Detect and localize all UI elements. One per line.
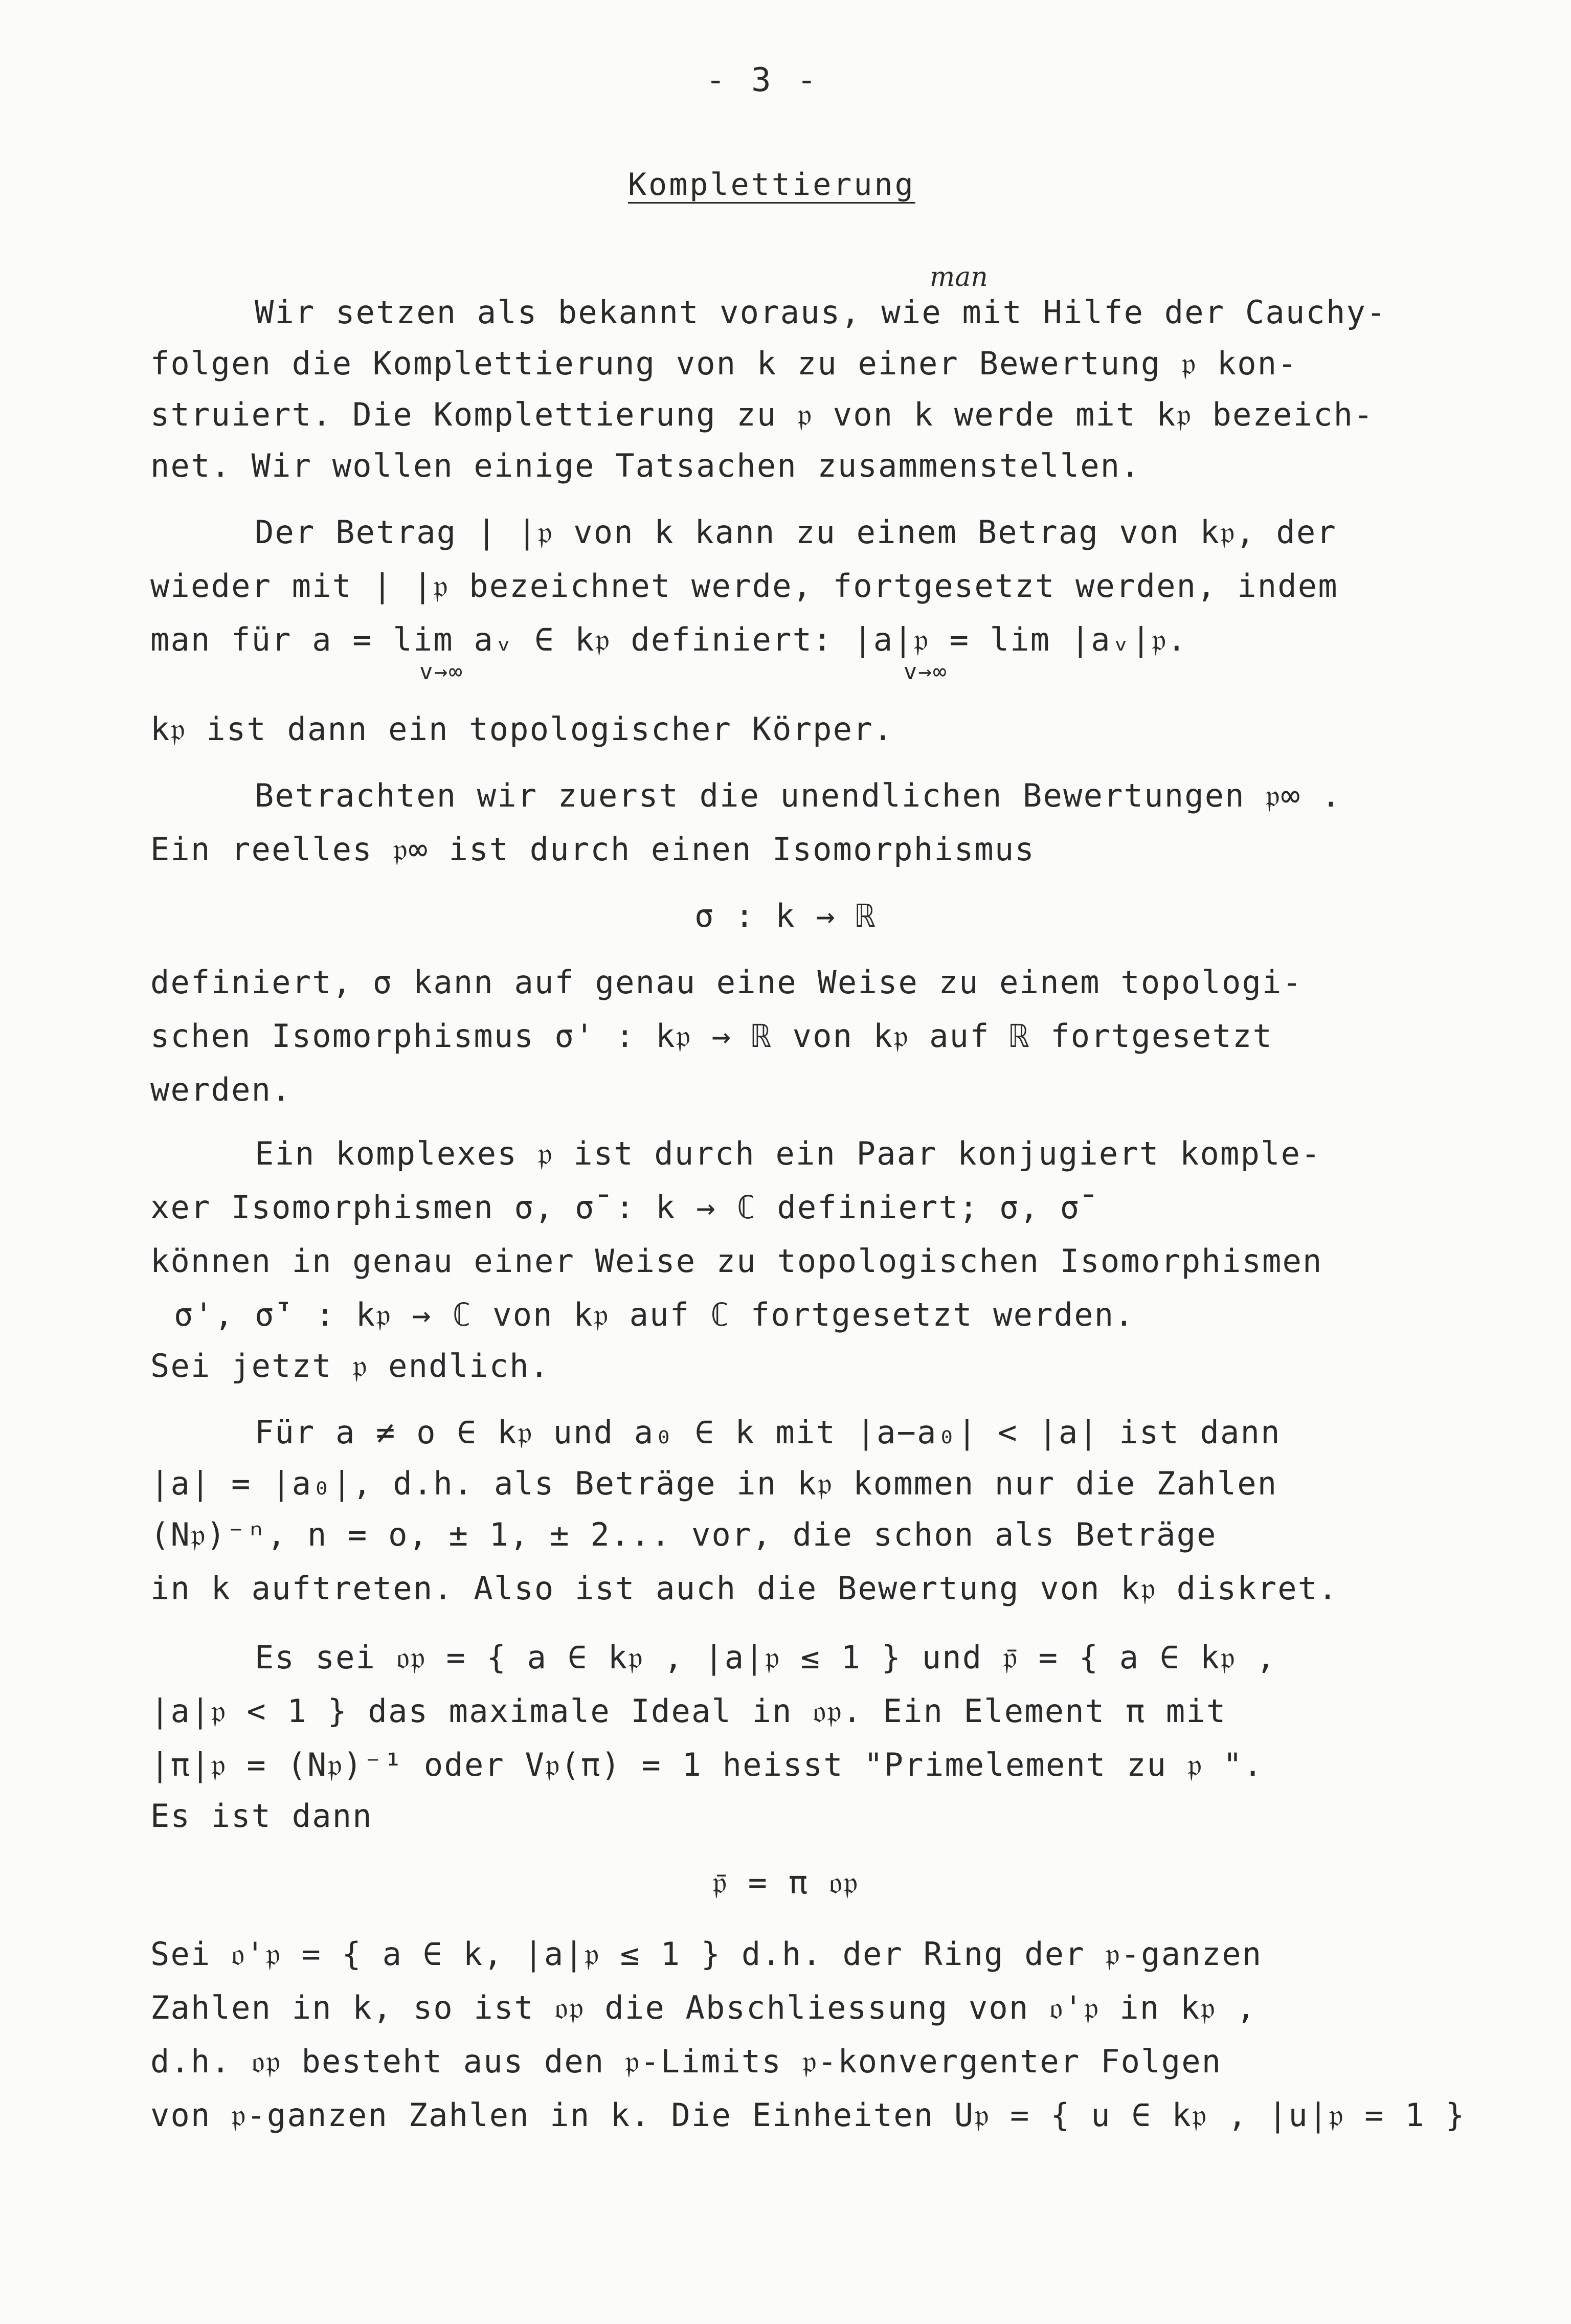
text-line: Ein komplexes 𝔭 ist durch ein Paar konjugiert komple- (255, 1135, 1321, 1172)
text-line: net. Wir wollen einige Tatsachen zusammenstellen. (150, 447, 1141, 484)
text-line: schen Isomorphismus σ' : k𝔭 → ℝ von k𝔭 auf ℝ fortgesetzt (150, 1017, 1273, 1055)
text-line: xer Isomorphismen σ, σ̄ : k → ℂ definiert; σ, σ̄ (150, 1189, 1081, 1226)
text-line: Wir setzen als bekannt voraus, wie mit Hilfe der Cauchy- (255, 294, 1387, 331)
text-line: k𝔭 ist dann ein topologischer Körper. (150, 710, 894, 748)
text-line: struiert. Die Komplettierung zu 𝔭 von k werde mit k𝔭 bezeich- (150, 396, 1374, 433)
formula-line: σ : k → ℝ (694, 897, 877, 934)
text-line: d.h. 𝔬𝔭 besteht aus den 𝔭-Limits 𝔭-konvergenter Folgen (150, 2043, 1222, 2080)
page-number: - 3 - (706, 61, 820, 99)
text-line: werden. (150, 1071, 292, 1108)
limit-subscript-line: v→∞ v→∞ (419, 659, 948, 685)
text-line: wieder mit | |𝔭 bezeichnet werde, fortgesetzt werden, indem (150, 567, 1338, 605)
text-line: folgen die Komplettierung von k zu einer Bewertung 𝔭 kon- (150, 345, 1298, 382)
text-line: Es sei 𝔬𝔭 = { a ∈ k𝔭 , |a|𝔭 ≤ 1 } und 𝔭̄ = { a ∈ k𝔭 , (255, 1639, 1276, 1676)
section-title: Komplettierung (628, 167, 915, 203)
text-line: Sei jetzt 𝔭 endlich. (150, 1347, 550, 1384)
text-line: |π|𝔭 = (N𝔭)⁻¹ oder V𝔭(π) = 1 heisst "Primelement zu 𝔭 ". (150, 1746, 1264, 1783)
text-line: definiert, σ kann auf genau eine Weise zu einem topologi- (150, 964, 1303, 1001)
text-line: von 𝔭-ganzen Zahlen in k. Die Einheiten U𝔭 = { u ∈ k𝔭 , |u|𝔭 = 1 } (150, 2096, 1466, 2134)
text-line: (N𝔭)⁻ⁿ, n = o, ± 1, ± 2... vor, die schon als Beträge (150, 1516, 1217, 1553)
text-line: Es ist dann (150, 1797, 373, 1835)
text-line: können in genau einer Weise zu topologischen Isomorphismen (150, 1242, 1323, 1280)
text-line: |a| = |a₀|, d.h. als Beträge in k𝔭 kommen nur die Zahlen (150, 1465, 1278, 1502)
text-line: Sei 𝔬'𝔭 = { a ∈ k, |a|𝔭 ≤ 1 } d.h. der Ring der 𝔭-ganzen (150, 1935, 1263, 1973)
inserted-word: man (930, 262, 988, 293)
text-line: σ', σ̄' : k𝔭 → ℂ von k𝔭 auf ℂ fortgesetzt werden. (174, 1296, 1135, 1333)
text-line: |a|𝔭 < 1 } das maximale Ideal in 𝔬𝔭. Ein Element π mit (150, 1692, 1227, 1730)
text-line: Zahlen in k, so ist 𝔬𝔭 die Abschliessung von 𝔬'𝔭 in k𝔭 , (150, 1989, 1256, 2026)
text-line: man für a = lim aᵥ ∈ k𝔭 definiert: |a|𝔭 = lim |aᵥ|𝔭. (150, 621, 1187, 658)
text-line: in k auftreten. Also ist auch die Bewertung von k𝔭 diskret. (150, 1570, 1338, 1607)
text-line: Für a ≠ o ∈ k𝔭 und a₀ ∈ k mit |a−a₀| < |a| ist dann (255, 1414, 1281, 1451)
text-line: Der Betrag | |𝔭 von k kann zu einem Betrag von k𝔭, der (255, 513, 1337, 551)
text-line: Ein reelles 𝔭∞ ist durch einen Isomorphismus (150, 831, 1035, 868)
formula-line: 𝔭̄ = π 𝔬𝔭 (712, 1864, 859, 1901)
text-line: Betrachten wir zuerst die unendlichen Bewertungen 𝔭∞ . (255, 777, 1342, 814)
